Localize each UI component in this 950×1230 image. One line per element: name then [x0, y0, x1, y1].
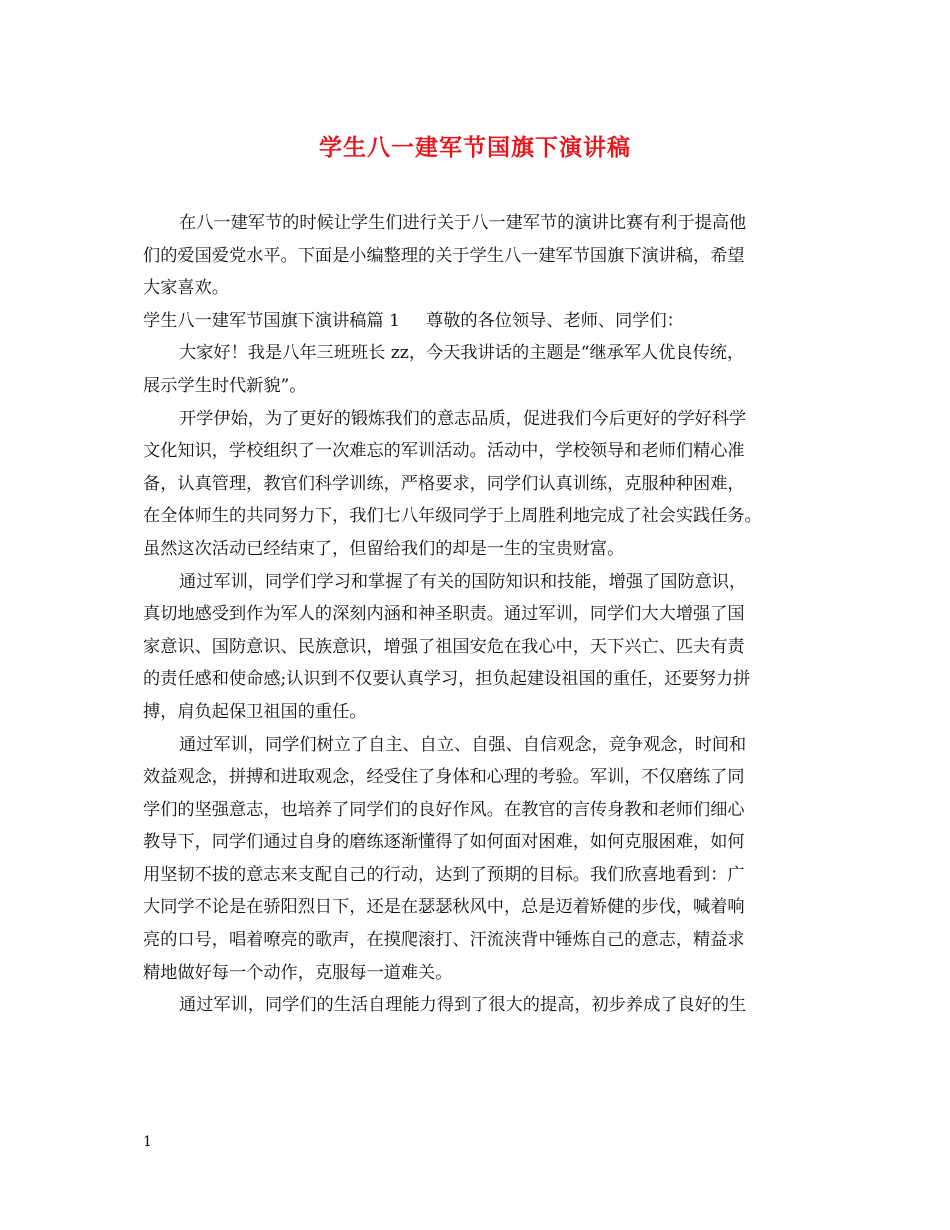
text-line: 备，认真管理，教官们科学训练，严格要求，同学们认真训练，克服种种困难，: [143, 473, 745, 494]
text-line: 学们的坚强意志，也培养了同学们的良好作风。在教官的言传身教和老师们细心: [143, 799, 745, 820]
text-line: 教导下，同学们通过自身的磨练逐渐懂得了如何面对困难，如何克服困难，如何: [143, 832, 745, 853]
text-line: 效益观念，拼搏和进取观念，经受住了身体和心理的考验。军训，不仅磨练了同: [143, 767, 745, 788]
text-line: 家意识、国防意识、民族意识，增强了祖国安危在我心中，天下兴亡、匹夫有责: [143, 636, 745, 657]
text-line: 通过军训，同学们的生活自理能力得到了很大的提高，初步养成了良好的生: [179, 995, 747, 1016]
section-heading: 学生八一建军节国旗下演讲稿篇 1: [143, 310, 401, 331]
text-line: 的责任感和使命感;认识到不仅要认真学习，担负起建设祖国的重任，还要努力拼: [143, 669, 751, 690]
document-title: 学生八一建军节国旗下演讲稿: [319, 134, 631, 161]
text-line: 虽然这次活动已经结束了，但留给我们的却是一生的宝贵财富。: [143, 538, 625, 559]
page-number: 1: [143, 1134, 152, 1150]
text-line: 亮的口号，唱着嘹亮的歌声，在摸爬滚打、汗流浃背中锤炼自己的意志，精益求: [143, 930, 745, 951]
text-line: 大家喜欢。: [143, 278, 229, 299]
text-line: 在全体师生的共同努力下，我们七八年级同学于上周胜利地完成了社会实践任务。: [143, 506, 762, 527]
text-line: 精地做好每一个动作，克服每一道难关。: [143, 962, 453, 983]
text-line: 大家好！我是八年三班班长 zz，今天我讲话的主题是“继承军人优良传统，: [179, 343, 745, 364]
text-line: 搏，肩负起保卫祖国的重任。: [143, 701, 367, 722]
text-line: 通过军训，同学们树立了自主、自立、自强、自信观念，竞争观念，时间和: [179, 734, 747, 755]
document-body: [143, 207, 823, 1022]
salutation: 尊敬的各位领导、老师、同学们：: [426, 310, 684, 331]
text-line: 文化知识，学校组织了一次难忘的军训活动。活动中，学校领导和老师们精心准: [143, 441, 745, 462]
text-line: 大同学不论是在骄阳烈日下，还是在瑟瑟秋风中，总是迈着矫健的步伐，喊着响: [143, 897, 745, 918]
text-line: 开学伊始，为了更好的锻炼我们的意志品质，促进我们今后更好的学好科学: [179, 408, 747, 429]
text-line: 展示学生时代新貌”。: [143, 375, 307, 396]
text-line: 用坚韧不拔的意志来支配自己的行动，达到了预期的目标。我们欣喜地看到：广: [143, 864, 745, 885]
text-line: 在八一建军节的时候让学生们进行关于八一建军节的演讲比赛有利于提高他: [179, 213, 747, 233]
section-heading-line: [143, 305, 823, 338]
text-line: 真切地感受到作为军人的深刻内涵和神圣职责。通过军训，同学们大大增强了国: [143, 604, 745, 625]
text-line: 通过军训，同学们学习和掌握了有关的国防知识和技能，增强了国防意识，: [179, 571, 747, 592]
text-line: 们的爱国爱党水平。下面是小编整理的关于学生八一建军节国旗下演讲稿，希望: [143, 245, 745, 266]
